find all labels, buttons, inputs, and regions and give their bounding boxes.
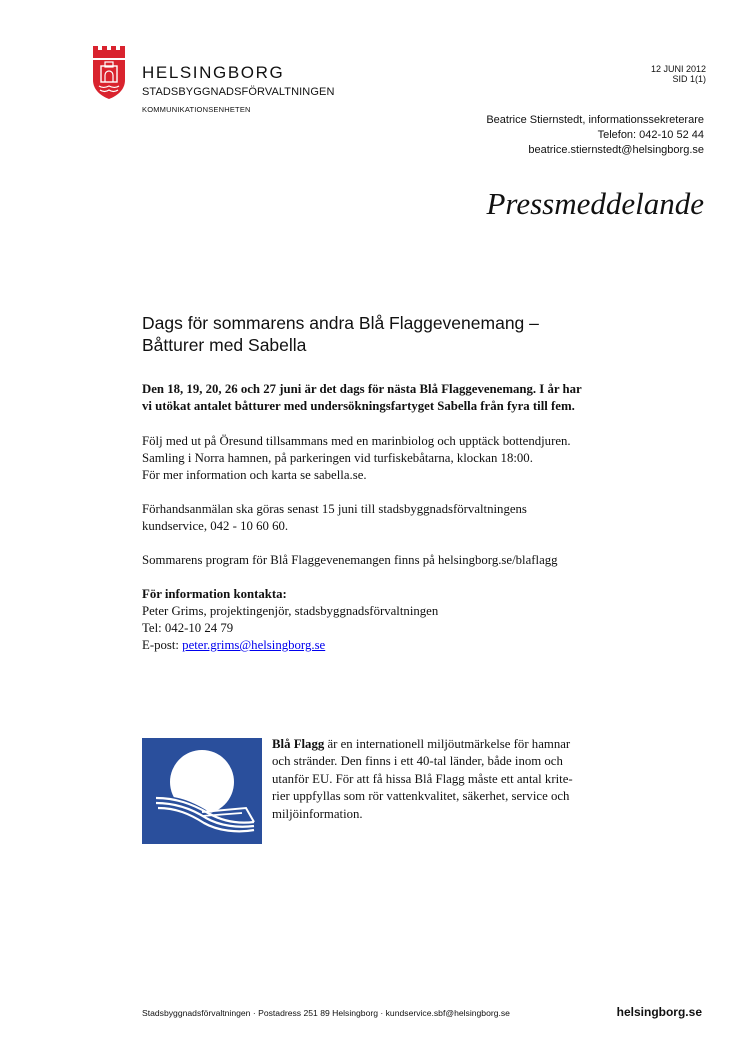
contact-email: beatrice.stiernstedt@helsingborg.se: [528, 144, 704, 156]
document-type-title: Pressmeddelande: [486, 186, 704, 221]
helsingborg-crest-icon: [91, 44, 127, 100]
paragraph-line: Sommarens program för Blå Flaggevenemangen finns på helsingborg.se/blaflagg: [142, 553, 558, 567]
paragraph-line: För mer information och karta se sabella.se.: [142, 468, 367, 482]
body-paragraph-3: [142, 552, 622, 569]
document-date: 12 JUNI 2012: [650, 64, 706, 74]
contact-info-heading: För information kontakta:: [142, 587, 287, 601]
contact-phone: Telefon: 042-10 52 44: [597, 129, 704, 141]
paragraph-line: Följ med ut på Öresund tillsammans med en marinbiolog och upptäck bottendjuren.: [142, 434, 571, 448]
contact-name-title: Beatrice Stiernstedt, informationssekreterare: [486, 114, 704, 126]
page-number: SID 1(1): [672, 74, 706, 84]
footer-website: helsingborg.se: [616, 1005, 702, 1019]
contact-info-person: Peter Grims, projektingenjör, stadsbyggnadsförvaltningen: [142, 604, 439, 618]
description-line: rier uppfyllas som rör vattenkvalitet, säkerhet, service och: [272, 789, 570, 804]
blue-flag-term: Blå Flagg: [272, 737, 325, 751]
lead-line: Den 18, 19, 20, 26 och 27 juni är det dags för nästa Blå Flaggevenemang. I år har: [142, 382, 582, 396]
body-paragraph-1: [142, 433, 622, 484]
description-line: miljöinformation.: [272, 806, 363, 821]
description-line: och stränder. Den finns i ett 40-tal länder, både inom och: [272, 754, 563, 769]
lead-line: vi utökat antalet båtturer med undersökningsfartyget Sabella från fyra till fem.: [142, 399, 575, 413]
lead-paragraph: [142, 381, 622, 415]
body-paragraph-2: [142, 501, 622, 535]
description-text: är en internationell miljöutmärkelse för hamnar: [324, 737, 571, 751]
contact-info-tel: Tel: 042-10 24 79: [142, 621, 234, 635]
headline-line: Båtturer med Sabella: [142, 335, 307, 355]
paragraph-line: kundservice, 042 - 10 60 60.: [142, 519, 289, 533]
headline-line: Dags för sommarens andra Blå Flaggevenemang –: [142, 313, 539, 333]
headline: [142, 312, 602, 356]
description-line: [272, 736, 602, 753]
blue-flag-description: [272, 736, 602, 823]
description-line: utanför EU. För att få hissa Blå Flagg måste ett antal krite-: [272, 771, 573, 786]
unit-name: KOMMUNIKATIONSENHETEN: [142, 105, 251, 114]
paragraph-line: Förhandsanmälan ska göras senast 15 juni till stadsbyggnadsförvaltningens: [142, 502, 527, 516]
blue-flag-logo-icon: [142, 738, 262, 844]
organization-name: HELSINGBORG: [142, 63, 285, 82]
paragraph-line: Samling i Norra hamnen, på parkeringen vid turfiskebåtarna, klockan 18:00.: [142, 451, 533, 465]
department-name: STADSBYGGNADSFÖRVALTNINGEN: [142, 86, 335, 98]
email-label: E-post:: [142, 638, 183, 652]
contact-info-email-line: [142, 637, 622, 654]
contact-info-block: [142, 586, 622, 654]
footer-address: Stadsbyggnadsförvaltningen · Postadress 251 89 Helsingborg · kundservice.sbf@helsingborg.se: [142, 1008, 510, 1018]
contact-email-link[interactable]: peter.grims@helsingborg.se: [182, 638, 326, 652]
